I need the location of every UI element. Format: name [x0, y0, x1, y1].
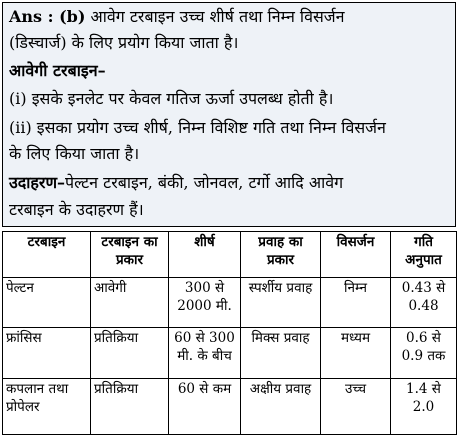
impulse-point-2-line-1: (ii) इसका प्रयोग उच्च शीर्ष, निम्न विशिष्ट गति तथा निम्न विसर्जन — [9, 118, 386, 137]
table-row — [3, 378, 457, 434]
header-head: शीर्ष — [169, 232, 241, 278]
example-label: उदाहरण– — [9, 173, 66, 192]
table-cell: मिक्स प्रवाह — [241, 328, 321, 378]
example-text: पेल्टन टरबाइन, बंकी, जोनवल, टर्गो आदि आवेग — [65, 173, 344, 192]
table-cell: 60 से कम — [169, 378, 241, 434]
table-cell: प्रतिक्रिया — [91, 378, 169, 434]
turbine-table — [2, 231, 457, 435]
answer-line-1 — [9, 7, 345, 27]
header-turbine: टरबाइन — [3, 232, 91, 278]
impulse-point-1: (i) इसके इनलेट पर केवल गतिज ऊर्जा उपलब्ध होती है। — [9, 89, 334, 108]
table-cell: फ्रांसिस — [3, 328, 91, 378]
header-speed-ratio: गति अनुपात — [391, 232, 457, 278]
header-discharge: विसर्जन — [321, 232, 391, 278]
example-line-2: टरबाइन के उदाहरण हैं। — [9, 200, 144, 219]
table-row — [3, 278, 457, 328]
table-cell: पेल्टन — [3, 278, 91, 328]
header-turbine-type: टरबाइन का प्रकार — [91, 232, 169, 278]
table-cell: 300 से 2000 मी. — [169, 278, 241, 328]
impulse-heading: आवेगी टरबाइन– — [9, 61, 106, 80]
table-cell: 0.43 से 0.48 — [391, 278, 457, 328]
answer-label: Ans : (b) — [9, 7, 86, 26]
impulse-point-2-line-2: के लिए किया जाता है। — [9, 144, 140, 163]
table-cell: मध्यम — [321, 328, 391, 378]
table-cell: 60 से 300 मी. के बीच — [169, 328, 241, 378]
table-row — [3, 328, 457, 378]
header-flow-type: प्रवाह का प्रकार — [241, 232, 321, 278]
table-cell: निम्न — [321, 278, 391, 328]
table-cell: आवेगी — [91, 278, 169, 328]
answer-line-2: (डिस्चार्ज) के लिए प्रयोग किया जाता है। — [9, 33, 239, 52]
table-cell: प्रतिक्रिया — [91, 328, 169, 378]
table-cell: 0.6 से 0.9 तक — [391, 328, 457, 378]
table-cell: स्पर्शीय प्रवाह — [241, 278, 321, 328]
table-cell: अक्षीय प्रवाह — [241, 378, 321, 434]
example-line-1 — [9, 173, 343, 193]
table-cell: 1.4 से 2.0 — [391, 378, 457, 434]
answer-box — [2, 2, 456, 227]
table-header-row — [3, 232, 457, 278]
table-cell: कपलान तथा प्रोपेलर — [3, 378, 91, 434]
answer-text: आवेग टरबाइन उच्च शीर्ष तथा निम्न विसर्जन — [85, 7, 345, 26]
table-cell: उच्च — [321, 378, 391, 434]
